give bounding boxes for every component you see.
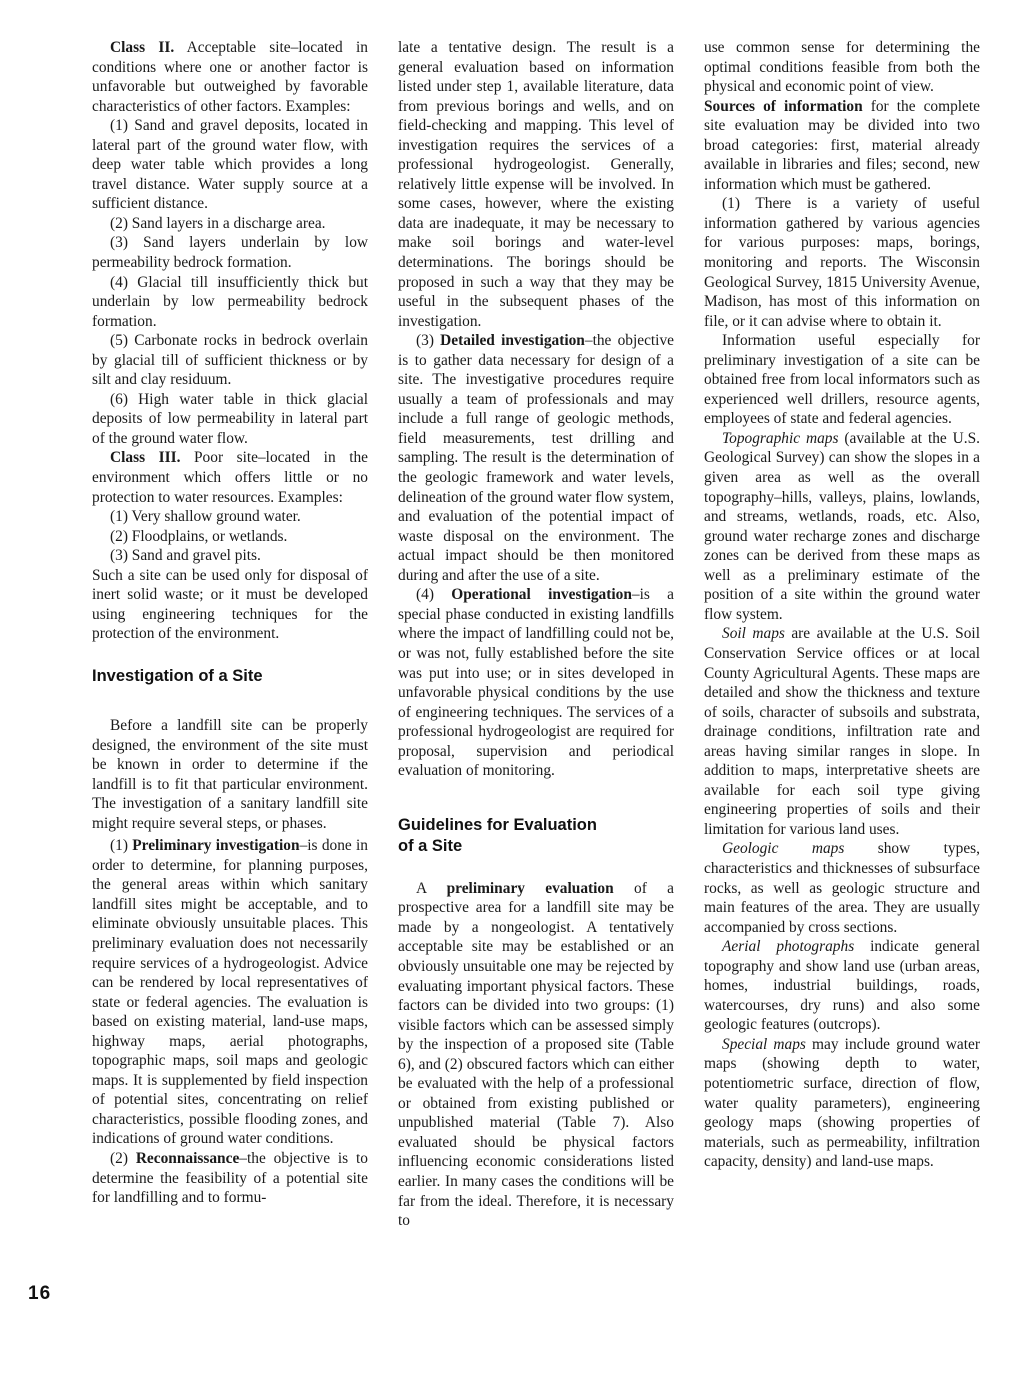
column-right (704, 38, 980, 1172)
section-heading-investigation: Investigation of a Site (92, 666, 263, 685)
class-ii-text: Acceptable site–located in conditions where one or another factor is unfavorable but outweighed by favorable characteristics of other factors. Examples: (92, 39, 368, 115)
class-iii-text: Poor site–located in the environment which offers little or no protection to water resources. Examples: (92, 449, 368, 506)
special-text: may include ground water maps (showing depth to water, potentiometric surface, direction of flow, water quality parameters), engineering geology maps (showing properties of materials, such as permeability, infiltration capacity, density) and land-use maps. (704, 1035, 980, 1171)
list-item: (2) Floodplains, or wetlands. (110, 527, 288, 545)
special-paragraph (704, 1035, 980, 1172)
geologic-label: Geologic maps (722, 840, 845, 858)
page-number: 16 (28, 1283, 52, 1304)
reconnaissance-text: –the objective is to determine the feasibility of a potential site for landfilling and to formu- (92, 1149, 369, 1207)
list-item: (3) Sand and gravel pits. (110, 547, 261, 565)
evaluation-label: preliminary evaluation (446, 879, 614, 897)
item-number: (2) (110, 1149, 136, 1167)
reconnaissance-continued: late a tentative design. The result is a general evaluation based on information listed under step 1, available literature, data from previous borings and wells, and on field-checking and mapping. This level of investigation requires the services of a professional hydrogeologist. Generally, relatively little expense will be involved. In some cases, however, where the existing data are inadequate, it may be necessary to make soil borings and water-level determinations. The borings should be proposed in such a way that they may be useful in the subsequent phases of the investigation. (398, 39, 674, 330)
detailed-text: –the objective is to gather data necessary for design of a site. The investigative procedures require usually a team of professionals and may include a full range of geologic methods, field measurements, test drilling and sampling. The result is the determination of the geologic framework and water levels, delineation of the ground water flow system, and evaluation of the potential impact of waste disposal on the environment. The actual impact should be then monitored during and after the use of a site. (398, 332, 674, 584)
intro-paragraph: Before a landfill site can be properly designed, the environment of the site must be known in order to determine if the landfill is to fit that particular environment. The investigation of a sanitary landfill site might require several steps, or phases. (92, 716, 368, 832)
detailed-label: Detailed investigation (440, 332, 585, 350)
sources-paragraph (704, 97, 980, 195)
operational-label: Operational investigation (451, 586, 632, 604)
list-item: (5) Carbonate rocks in bedrock overlain by glacial till of sufficient thickness or by silt and clay residuum. (92, 332, 368, 389)
list-item: (1) Very shallow ground water. (110, 508, 301, 526)
useful-info-paragraph: Information useful especially for preliminary investigation of a site can be obtained free from local informators such as experienced well drillers, resource agents, employees of state and federal agencies. (704, 332, 980, 428)
aerial-label: Aerial photographs (722, 938, 855, 956)
operational-paragraph (398, 585, 674, 780)
topographic-text: (available at the U.S. Geological Survey) can show the slopes in a given area as well as the overall topography–hills, valleys, plains, lowlands, and streams, wetlands, roads, etc. Also, ground water recharge zones and discharge zones can be derived from these maps as well as a preliminary estimate of the position of a site within the ground water flow system. (704, 429, 981, 623)
column-middle (398, 38, 674, 1231)
preliminary-label: Preliminary investigation (132, 837, 300, 855)
geologic-text: show types, characteristics and thicknesses of subsurface rocks, as well as geologic structure and main features of the area. They are usually accompanied by cross sections. (704, 840, 980, 936)
sources-label: Sources of information (704, 97, 863, 115)
aerial-paragraph (704, 937, 980, 1035)
item-number: (3) (416, 332, 441, 350)
special-label: Special maps (722, 1035, 806, 1053)
common-sense-continued: use common sense for determining the optimal conditions feasible from both the physical and economic point of view. (704, 39, 980, 96)
sources-text: for the complete site evaluation may be divided into two broad categories: first, material already available in libraries and files; second, new information which must be gathered. (704, 97, 980, 193)
topographic-paragraph (704, 429, 980, 624)
list-item: (3) Sand layers underlain by low permeability bedrock formation. (92, 234, 368, 272)
soil-paragraph (704, 624, 980, 839)
detailed-paragraph (398, 331, 674, 585)
list-item: (1) Sand and gravel deposits, located in lateral part of the ground water flow, with deep water table which provides a long travel distance. Water supply source at a sufficient distance. (92, 117, 368, 213)
item-number: (4) (416, 586, 452, 604)
class-iii-paragraph (92, 448, 368, 507)
agencies-paragraph: (1) There is a variety of useful information gathered by various agencies for various purposes: maps, borings, monitoring and reports. The Wisconsin Geological Survey, 1815 University Avenue, Madison, has most of this information on file, or it can advise where to obtain it. (704, 195, 980, 330)
soil-text: are available at the U.S. Soil Conservation Service offices or at local County Agricultural Agents. These maps are detailed and show the thickness and texture of soils, character of subsoils and substrata, drainage conditions, infiltration rate and areas having similar ranges in slope. In addition to maps, interpretative sheets are available for each soil type giving engineering properties of soils and their limitation for various land uses. (704, 625, 980, 838)
heading-line: of a Site (398, 836, 463, 855)
list-item: (2) Sand layers in a discharge area. (110, 214, 326, 232)
list-item: (6) High water table in thick glacial deposits of low permeability in lateral part of the ground water flow. (92, 390, 368, 447)
geologic-paragraph (704, 839, 980, 937)
soil-label: Soil maps (722, 625, 785, 643)
class-iii-closing: Such a site can be used only for disposal of inert solid waste; or it must be developed using engineering techniques for the protection of the environment. (92, 566, 368, 643)
reconnaissance-label: Reconnaissance (135, 1149, 240, 1167)
heading-line: Guidelines for Evaluation (398, 815, 597, 834)
evaluation-paragraph (398, 879, 674, 1231)
preliminary-text: –is done in order to determine, for planning purposes, the general areas within which sanitary landfill sites might be acceptable, and to eliminate obviously unsuitable places. This preliminary evaluation does not necessarily require services of a hydrogeologist. Advice can be rendered by local representatives of state or federal agencies. The evaluation is based on existing material, land-use maps, highway maps, aerial photographs, topographic maps, soil maps and geologic maps. It is supplemented by field inspection of potential sites, concentrating on relief characteristics, possible flooding zones, and indications of ground water conditions. (92, 837, 368, 1148)
aerial-text: indicate general topography and show land use (urban areas, homes, industrial buildings, roads, watercourses, dry runs) and also some geologic features (outcrops). (704, 938, 980, 1034)
reconnaissance-paragraph (92, 1149, 368, 1208)
operational-text: –is a special phase conducted in existing landfills where the impact of landfilling could not be, or was not, fully established before the site was put into use; or in sites developed in unfavorable physical conditions by the use of engineering techniques. The services of a professional hydrogeologist are required for proposal, supervision and periodical evaluation of monitoring. (398, 586, 675, 780)
topographic-label: Topographic maps (722, 429, 839, 447)
section-heading-guidelines (398, 815, 674, 857)
preliminary-paragraph (92, 836, 368, 1149)
class-iii-label: Class III. (110, 449, 181, 467)
class-ii-paragraph (92, 38, 368, 116)
evaluation-text: of a prospective area for a landfill site may be made by a nongeologist. A tentatively acceptable site may be established or an obviously unsuitable one may be rejected by evaluating important physical factors. These factors can be divided into two groups: (1) visible factors which can be assessed simply by the inspection of a proposed site (Table 6), and (2) obscured factors which can either be evaluated with the help of a professional or obtained from existing published or unpublished material (Table 7). Also evaluated should be physical factors influencing economic considerations listed earlier. In many cases the conditions will be far from the ideal. Therefore, it is necessary to (398, 879, 674, 1230)
list-item: (4) Glacial till insufficiently thick but underlain by low permeability bedrock formation. (92, 273, 368, 330)
item-number: (1) (110, 837, 133, 855)
evaluation-lead: A (416, 879, 447, 897)
column-left (92, 38, 368, 1208)
class-ii-label: Class II. (110, 39, 175, 56)
